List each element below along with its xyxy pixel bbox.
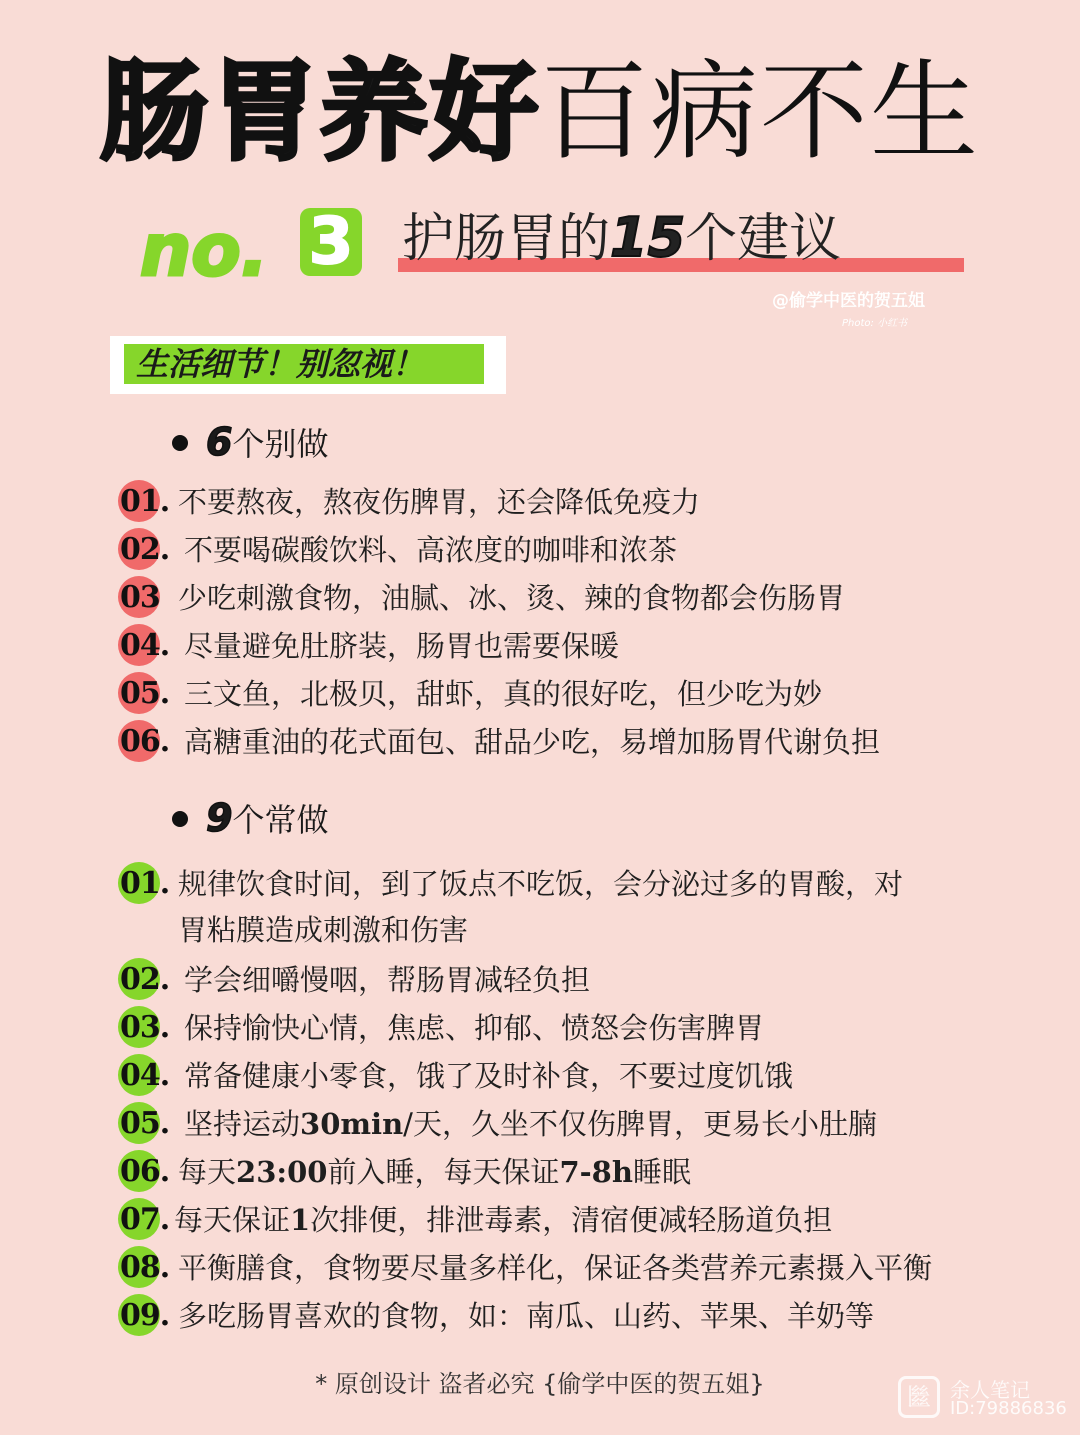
subtitle-text bbox=[402, 206, 841, 271]
item-index: 03. bbox=[120, 1010, 170, 1045]
title-thin: 百病不生 bbox=[540, 50, 981, 175]
item-index: 02. bbox=[120, 962, 170, 997]
item-text-part: 睡眠 bbox=[632, 1155, 691, 1189]
section-banner bbox=[110, 336, 506, 394]
group-dont-heading bbox=[172, 422, 328, 464]
group-do-count: 9 bbox=[206, 796, 233, 840]
item-text: 尽量避免肚脐装，肠胃也需要保暖 bbox=[184, 629, 620, 663]
item-text-part: 坚持运动 bbox=[184, 1107, 301, 1141]
item-highlight: 30min bbox=[300, 1107, 404, 1141]
author-credit: @偷学中医的贺五姐 bbox=[772, 291, 925, 311]
item-index: 02. bbox=[120, 532, 170, 567]
item-text-part: 前入睡，每天保证 bbox=[327, 1155, 560, 1189]
item-text: 高糖重油的花式面包、甜品少吃，易增加肠胃代谢负担 bbox=[184, 725, 881, 759]
subtitle bbox=[140, 200, 980, 290]
item-text: 多吃肠胃喜欢的食物，如：南瓜、山药、苹果、羊奶等 bbox=[178, 1299, 875, 1333]
title-bold: 肠胃养好 bbox=[99, 50, 540, 175]
item-index: 05. bbox=[120, 1106, 170, 1141]
subtitle-count: 15 bbox=[610, 206, 686, 269]
group-dont-label: 个别做 bbox=[232, 425, 329, 463]
item-text-part: 每天保证 bbox=[174, 1203, 291, 1237]
item-index: 05. bbox=[120, 676, 170, 711]
item-highlight: 23:00 bbox=[236, 1155, 328, 1189]
item-highlight: 7-8h bbox=[559, 1155, 633, 1189]
item-text: 常备健康小零食，饿了及时补食，不要过度饥饿 bbox=[184, 1059, 794, 1093]
item-index: 06. bbox=[120, 1154, 170, 1189]
page-title bbox=[0, 48, 1080, 178]
item-text bbox=[178, 1152, 691, 1192]
item-index: 01. bbox=[120, 866, 170, 901]
item-text: 不要喝碳酸饮料、高浓度的咖啡和浓茶 bbox=[184, 533, 678, 567]
bullet-dot bbox=[172, 811, 188, 827]
subtitle-before: 护肠胃的 bbox=[402, 209, 611, 269]
issue-number: 3 bbox=[300, 208, 362, 276]
watermark-id: ID:79886836 bbox=[950, 1398, 1067, 1419]
item-text-part: 每天 bbox=[178, 1155, 237, 1189]
item-text: 规律饮食时间，到了饭点不吃饭，会分泌过多的胃酸，对 bbox=[178, 867, 904, 901]
item-text: 三文鱼，北极贝，甜虾，真的很好吃，但少吃为妙 bbox=[184, 677, 823, 711]
group-do-label: 个常做 bbox=[232, 801, 329, 839]
item-text: 少吃刺激食物，油腻、冰、烫、辣的食物都会伤肠胃 bbox=[178, 581, 846, 615]
bullet-dot bbox=[172, 435, 188, 451]
item-text: 学会细嚼慢咽，帮肠胃减轻负担 bbox=[184, 963, 591, 997]
item-text-part: 次排便，排泄毒素，清宿便减轻肠道负担 bbox=[310, 1203, 833, 1237]
group-dont-count: 6 bbox=[206, 420, 233, 464]
item-text: 平衡膳食，食物要尽量多样化，保证各类营养元素摄入平衡 bbox=[178, 1251, 933, 1285]
item-text-continued: 胃粘膜造成刺激和伤害 bbox=[178, 913, 469, 947]
item-text bbox=[184, 1104, 877, 1144]
item-index: 08. bbox=[120, 1250, 170, 1285]
item-index: 06. bbox=[120, 724, 170, 759]
item-text-part: /天，久坐不仅伤脾胃，更易长小肚腩 bbox=[403, 1107, 877, 1141]
group-do-heading bbox=[172, 798, 328, 840]
issue-label: no. bbox=[140, 208, 269, 292]
item-index: 04. bbox=[120, 1058, 170, 1093]
item-index: 07. bbox=[120, 1202, 170, 1237]
item-text bbox=[174, 1200, 832, 1240]
item-index: 09. bbox=[120, 1298, 170, 1333]
item-text: 保持愉快心情，焦虑、抑郁、愤怒会伤害脾胃 bbox=[184, 1011, 765, 1045]
item-index: 01. bbox=[120, 484, 170, 519]
item-highlight: 1 bbox=[290, 1203, 311, 1237]
section-banner-label: 生活细节！别忽视！ bbox=[124, 344, 484, 384]
item-index: 03 bbox=[120, 580, 160, 615]
watermark-logo-icon: 㡭 bbox=[898, 1376, 940, 1418]
author-credit-small: Photo: 小红书 bbox=[842, 318, 908, 329]
watermark-name: 余人笔记 bbox=[950, 1378, 1030, 1402]
item-text: 不要熬夜，熬夜伤脾胃，还会降低免疫力 bbox=[178, 485, 701, 519]
item-index: 04. bbox=[120, 628, 170, 663]
copyright-footer: * 原创设计 盗者必究 {偷学中医的贺五姐} bbox=[315, 1370, 765, 1398]
subtitle-after: 个建议 bbox=[685, 209, 842, 269]
